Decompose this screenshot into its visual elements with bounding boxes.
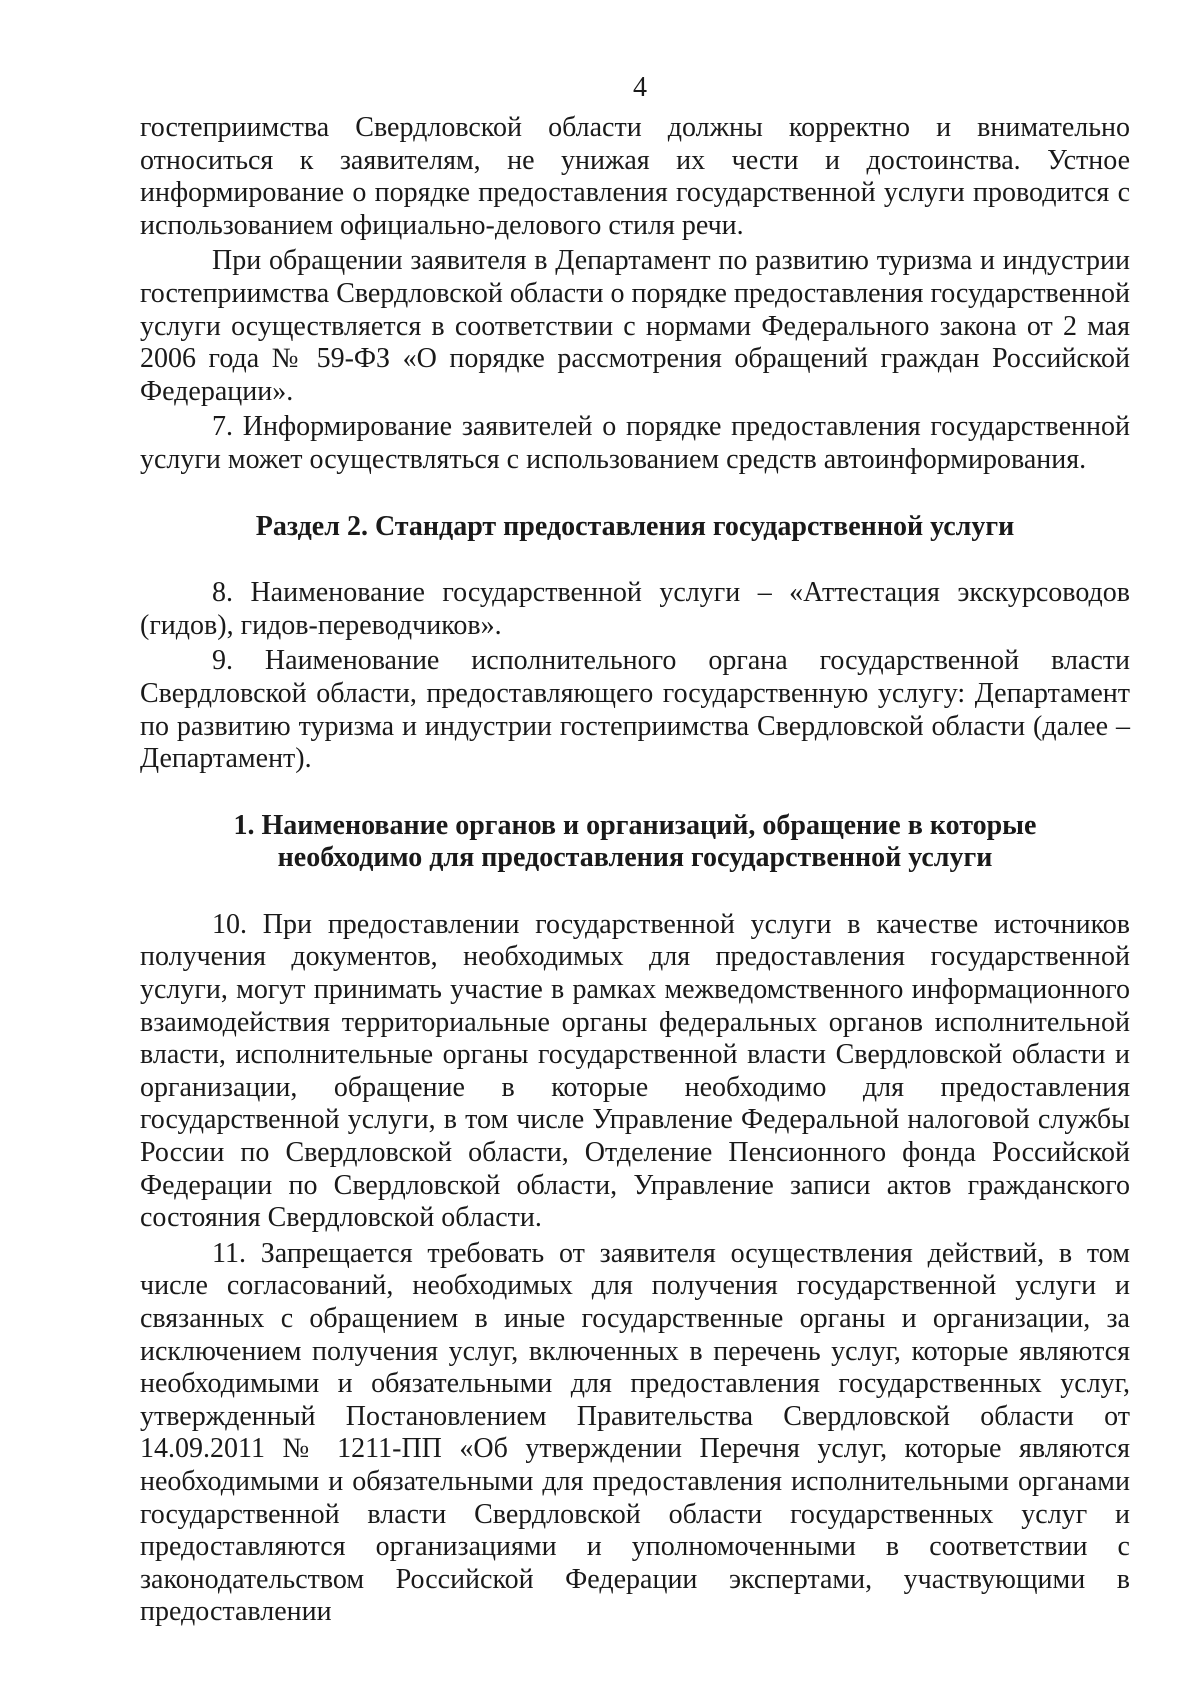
document-body (140, 112, 1130, 1629)
paragraph-7: 7. Информирование заявителей о порядке предоставления государственной услуги может осуществляться с использованием средств автоинформирования. (140, 411, 1130, 475)
paragraph-11: 11. Запрещается требовать от заявителя осуществления действий, в том числе согласований, необходимых для получения государственной услуги и связанных с обращением в иные государственные органы и организации, за исключением получения услуг, включенных в перечень услуг, которые являются необходимыми и обязательными для предоставления государственных услуг, утвержденный Постановлением Правительства Свердловской области от 14.09.2011 № 1211-ПП «Об утверждении Перечня услуг, которые являются необходимыми и обязательными для предоставления исполнительными органами государственной власти Свердловской области государственных услуг и предоставляются организациями и уполномоченными в соответствии с законодательством Российской Федерации экспертами, участвующими в предоставлении (140, 1237, 1130, 1628)
paragraph-8: 8. Наименование государственной услуги – «Аттестация экскурсоводов (гидов), гидов-переводчиков». (140, 577, 1130, 641)
paragraph-9: 9. Наименование исполнительного органа государственной власти Свердловской области, предоставляющего государственную услугу: Департамент по развитию туризма и индустрии гостеприимства Свердловской области (далее – Департамент). (140, 645, 1130, 775)
paragraph-appeal: При обращении заявителя в Департамент по развитию туризма и индустрии гостеприимства Свердловской области о порядке предоставления государственной услуги осуществляется в соответствии с нормами Федерального закона от 2 мая 2006 года № 59-ФЗ «О порядке рассмотрения обращений граждан Российской Федерации». (140, 245, 1130, 407)
paragraph-10: 10. При предоставлении государственной услуги в качестве источников получения документов, необходимых для предоставления государственной услуги, могут принимать участие в рамках межведомственного информационного взаимодействия территориальные органы федеральных органов исполнительной власти, исполнительные органы государственной власти Свердловской области и организации, обращение в которые необходимо для предоставления государственной услуги, в том числе Управление Федеральной налоговой службы России по Свердловской области, Отделение Пенсионного фонда Российской Федерации по Свердловской области, Управление записи актов гражданского состояния Свердловской области. (140, 908, 1130, 1234)
section-heading: Раздел 2. Стандарт предоставления государственной услуги (255, 510, 1015, 542)
subsection-heading-line1: 1. Наименование органов и организаций, обращение в которые (233, 809, 1037, 841)
paragraph-continuation: гостеприимства Свердловской области должны корректно и внимательно относиться к заявителям, не унижая их чести и достоинства. Устное информирование о порядке предоставления государственной услуги проводится с использованием официально-делового стиля речи. (140, 112, 1130, 241)
page-number: 4 (633, 72, 647, 103)
subsection-heading-line2: необходимо для предоставления государственной услуги (277, 842, 993, 874)
